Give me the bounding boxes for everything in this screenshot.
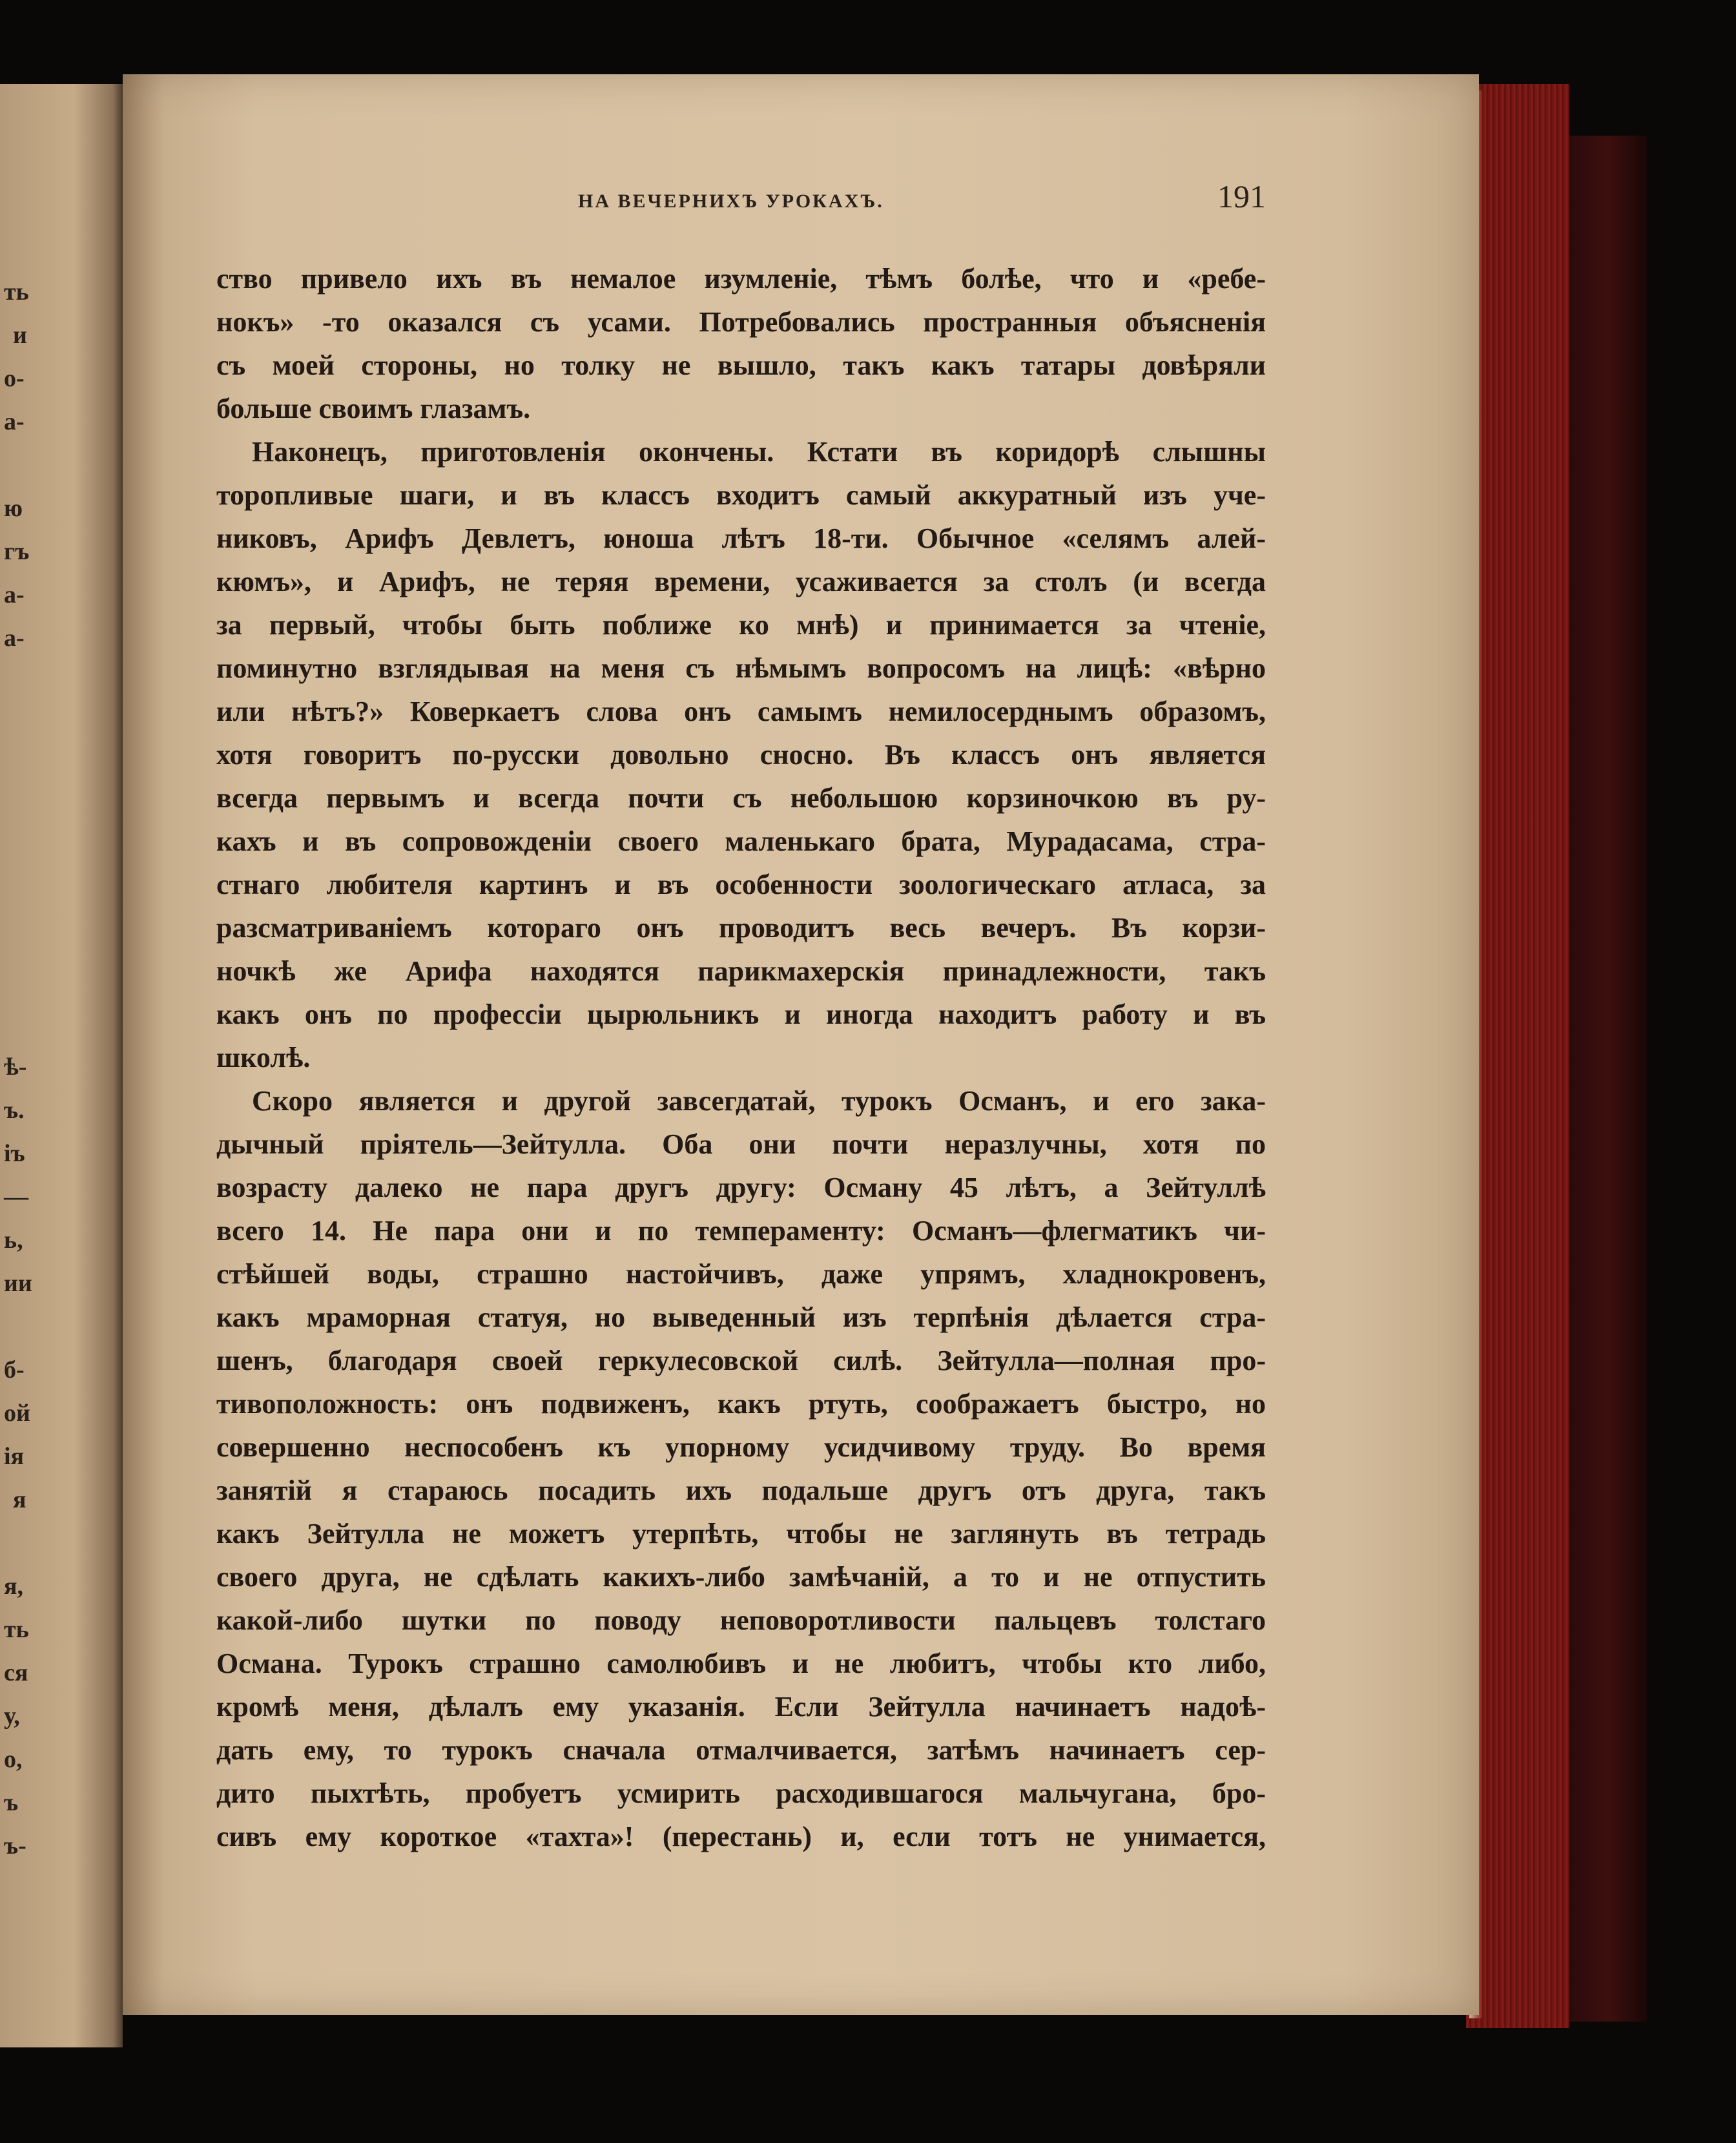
left-page-fragment: ть: [4, 278, 29, 305]
left-page-fragment: ся: [4, 1659, 28, 1686]
running-head: НА ВЕЧЕРНИХЪ УРОКАХЪ.: [578, 191, 884, 212]
text-line: тивоположность: онъ подвиженъ, какъ ртуть, соображаетъ быстро, но: [216, 1388, 1266, 1420]
left-page-fragment: гъ: [4, 538, 30, 565]
text-line: никовъ, Арифъ Девлетъ, юноша лѣтъ 18-ти. Обычное «селямъ алей-: [216, 523, 1266, 554]
text-line: Османа. Турокъ страшно самолюбивъ и не любитъ, чтобы кто либо,: [216, 1648, 1266, 1679]
left-page-fragment: ии: [4, 1270, 32, 1297]
left-page-fragment: о,: [4, 1746, 23, 1773]
text-line: дать ему, то турокъ сначала отмалчивается, затѣмъ начинаетъ сер-: [216, 1734, 1266, 1766]
text-line: какъ онъ по профессіи цырюльникъ и иногда находитъ работу и въ: [216, 999, 1266, 1030]
left-page-fragment: ія: [4, 1443, 25, 1470]
left-page-fragment: б-: [4, 1356, 25, 1383]
text-line: Скоро является и другой завсегдатай, турокъ Османъ, и его зака-: [252, 1085, 1266, 1117]
book-cover: [1569, 136, 1647, 2022]
text-line: шенъ, благодаря своей геркулесовской силѣ. Зейтулла—полная про-: [216, 1345, 1266, 1376]
text-line: школѣ.: [216, 1042, 311, 1073]
text-line: кахъ и въ сопровожденіи своего маленькаго брата, Мурадасама, стра-: [216, 825, 1266, 857]
text-line: всегда первымъ и всегда почти съ небольшою корзиночкою въ ру-: [216, 782, 1266, 814]
text-line: кюмъ», и Арифъ, не теряя времени, усаживается за столъ (и всегда: [216, 566, 1266, 597]
text-line: кромѣ меня, дѣлалъ ему указанія. Если Зейтулла начинаетъ надоѣ-: [216, 1691, 1266, 1723]
left-page-fragment: —: [4, 1183, 28, 1210]
left-page-fragment: ъ-: [4, 1832, 26, 1859]
text-line: больше своимъ глазамъ.: [216, 393, 531, 424]
left-page-fragment: ѣ-: [4, 1053, 27, 1081]
text-line: съ моей стороны, но толку не вышло, такъ какъ татары довѣряли: [216, 349, 1266, 381]
left-page-fragment: ой: [4, 1400, 30, 1427]
text-line: дычный пріятель—Зейтулла. Оба они почти неразлучны, хотя по: [216, 1128, 1266, 1160]
body-text: [216, 257, 1266, 1858]
text-line: или нѣтъ?» Коверкаетъ слова онъ самымъ немилосерднымъ образомъ,: [216, 696, 1266, 727]
left-facing-page: [0, 84, 123, 2047]
text-line: всего 14. Не пара они и по темпераменту: Османъ—флегматикъ чи-: [216, 1215, 1266, 1247]
text-line: за первый, чтобы быть поближе ко мнѣ) и принимается за чтеніе,: [216, 609, 1266, 641]
text-line: торопливые шаги, и въ классъ входитъ самый аккуратный изъ уче-: [216, 479, 1266, 511]
left-page-fragment: іъ: [4, 1140, 25, 1167]
text-line: стнаго любителя картинъ и въ особенности зоологическаго атласа, за: [216, 869, 1266, 900]
text-line: стѣйшей воды, страшно настойчивъ, даже упрямъ, хладнокровенъ,: [216, 1258, 1266, 1290]
text-line: какъ мраморная статуя, но выведенный изъ терпѣнія дѣлается стра-: [216, 1301, 1266, 1333]
left-page-fragment: я,: [4, 1573, 24, 1600]
text-line: сивъ ему короткое «тахта»! (перестань) и, если тотъ не унимается,: [216, 1821, 1266, 1852]
text-line: Наконецъ, приготовленія окончены. Кстати въ коридорѣ слышны: [252, 436, 1266, 468]
page-number: 191: [1217, 178, 1266, 214]
text-line: совершенно неспособенъ къ упорному усидчивому труду. Во время: [216, 1431, 1266, 1463]
text-line: ство привело ихъ въ немалое изумленіе, тѣмъ болѣе, что и «ребе-: [216, 263, 1266, 295]
text-line: своего друга, не сдѣлать какихъ-либо замѣчаній, а то и не отпустить: [216, 1561, 1266, 1593]
left-page-fragment: ь,: [4, 1227, 23, 1254]
page-header: [216, 178, 1266, 223]
left-page-fragment: ъ: [4, 1789, 19, 1816]
left-page-fragment: а-: [4, 581, 25, 608]
left-page-fragment: а-: [4, 625, 25, 652]
text-line: поминутно взглядывая на меня съ нѣмымъ вопросомъ на лицѣ: «вѣрно: [216, 652, 1266, 684]
left-page-fragment: я: [13, 1486, 26, 1513]
left-page-fragment: у,: [4, 1703, 20, 1730]
text-line: возрасту далеко не пара другъ другу: Осману 45 лѣтъ, а Зейтуллѣ: [216, 1172, 1266, 1203]
left-page-fragment: и: [13, 322, 27, 349]
left-page-fragment: ю: [4, 495, 23, 522]
text-line: хотя говоритъ по-русски довольно сносно. Въ классъ онъ является: [216, 739, 1266, 771]
text-line: ночкѣ же Арифа находятся парикмахерскія принадлежности, такъ: [216, 955, 1266, 987]
text-line: нокъ» -то оказался съ усами. Потребовались пространныя объясненія: [216, 306, 1266, 338]
text-line: какой-либо шутки по поводу неповоротливости пальцевъ толстаго: [216, 1604, 1266, 1636]
text-line: занятій я стараюсь посадить ихъ подальше другъ отъ друга, такъ: [216, 1475, 1266, 1506]
left-page-fragment: ть: [4, 1616, 29, 1643]
left-page-fragment: ъ.: [4, 1097, 25, 1124]
text-line: какъ Зейтулла не можетъ утерпѣть, чтобы не заглянуть въ тетрадь: [216, 1518, 1266, 1549]
text-line: разсматриваніемъ котораго онъ проводитъ весь вечеръ. Въ корзи-: [216, 912, 1266, 944]
text-line: дито пыхтѣть, пробуетъ усмирить расходившагося мальчугана, бро-: [216, 1777, 1266, 1809]
left-page-fragment: а-: [4, 408, 25, 435]
left-page-fragment: о-: [4, 365, 25, 392]
